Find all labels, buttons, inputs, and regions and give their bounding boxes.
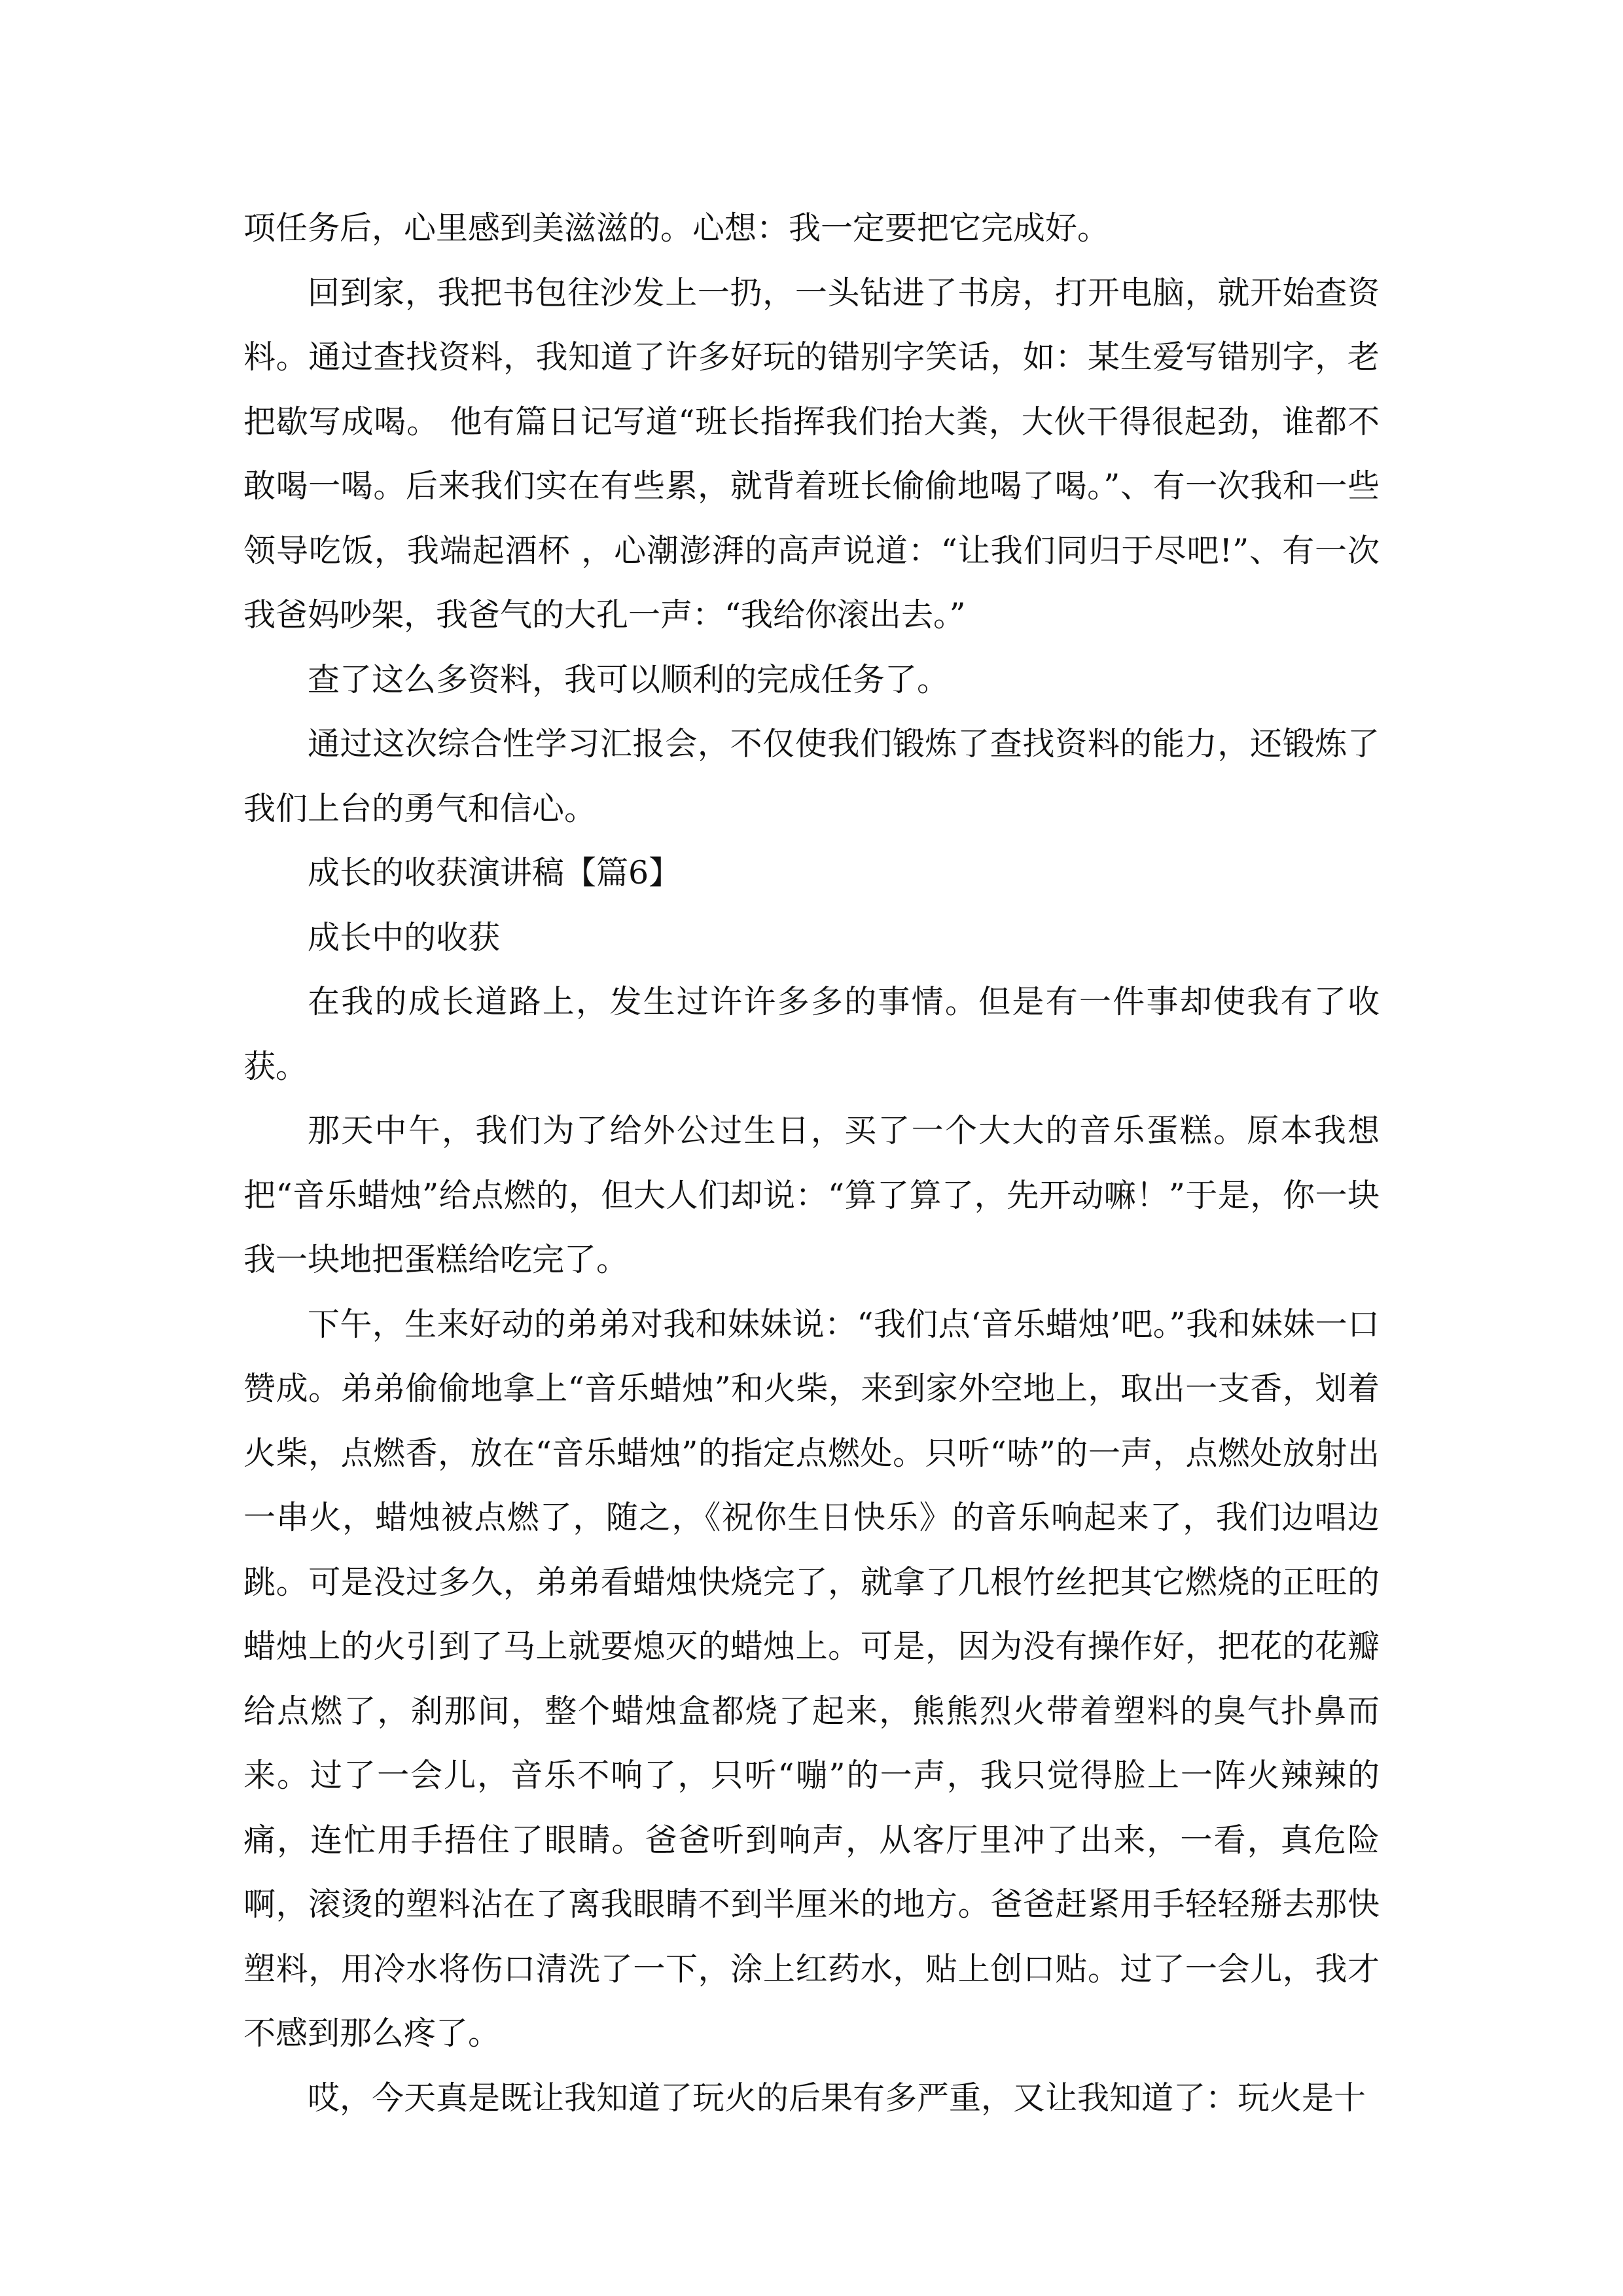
paragraph-continuation: 项任务后，心里感到美滋滋的。心想：我一定要把它完成好。: [243, 209, 1110, 247]
section-heading: 成长的收获演讲稿【篇6】: [308, 854, 681, 891]
paragraph-intro: 在我的成长道路上，发生过许许多多的事情。但是有一件事却使我有了收获。: [243, 983, 1380, 1085]
document-body: [243, 196, 1380, 2130]
paragraph-candle-accident: 下午，生来好动的弟弟对我和妹妹说：“我们点‘音乐蜡烛’吧。”我和妹妹一口赞成。弟弟偷偷地拿上“音乐蜡烛”和火柴，来到家外空地上，取出一支香，划着火柴，点燃香，放在“音乐蜡烛”的指定点燃处。只听“哧”的一声，点燃处放射出一串火，蜡烛被点燃了，随之，《祝你生日快乐》的音乐响起来了，我们边唱边跳。可是没过多久，弟弟看蜡烛快烧完了，就拿了几根竹丝把其它燃烧的正旺的蜡烛上的火引到了马上就要熄灭的蜡烛上。可是，因为没有操作好，把花的花瓣给点燃了，刹那间，整个蜡烛盒都烧了起来，熊熊烈火带着塑料的臭气扑鼻而来。过了一会儿，音乐不响了，只听“嘣”的一声，我只觉得脸上一阵火辣辣的痛，连忙用手捂住了眼睛。爸爸听到响声，从客厅里冲了出来，一看，真危险啊，滚烫的塑料沾在了离我眼睛不到半厘米的地方。爸爸赶紧用手轻轻掰去那快塑料，用冷水将伤口清洗了一下，涂上红药水，贴上创口贴。过了一会儿，我才不感到那么疼了。: [243, 1305, 1380, 2052]
paragraph-cake: 那天中午，我们为了给外公过生日，买了一个大大的音乐蛋糕。原本我想把“音乐蜡烛”给点燃的，但大人们却说：“算了算了，先开动嘛！”于是，你一块我一块地把蛋糕给吃完了。: [243, 1112, 1380, 1278]
article-title: 成长中的收获: [308, 918, 501, 956]
paragraph-summary: 通过这次综合性学习汇报会，不仅使我们锻炼了查找资料的能力，还锻炼了我们上台的勇气和信心。: [243, 725, 1380, 827]
paragraph-task-ready: 查了这么多资料，我可以顺利的完成任务了。: [308, 660, 950, 698]
paragraph-research: 回到家，我把书包往沙发上一扔，一头钻进了书房，打开电脑，就开始查资料。通过查找资料，我知道了许多好玩的错别字笑话，如：某生爱写错别字，老把歇写成喝。 他有篇日记写道“班长指挥我们抬大粪，大伙干得很起劲，谁都不敢喝一喝。后来我们实在有些累，就背着班长偷偷地喝了喝。”、有一次我和一些领导吃饭，我端起酒杯 ，心潮澎湃的高声说道：“让我们同归于尽吧!”、有一次我爸妈吵架，我爸气的大孔一声：“我给你滚出去。”: [243, 274, 1380, 634]
paragraph-conclusion: 哎，今天真是既让我知道了玩火的后果有多严重，又让我知道了：玩火是十: [308, 2079, 1366, 2117]
